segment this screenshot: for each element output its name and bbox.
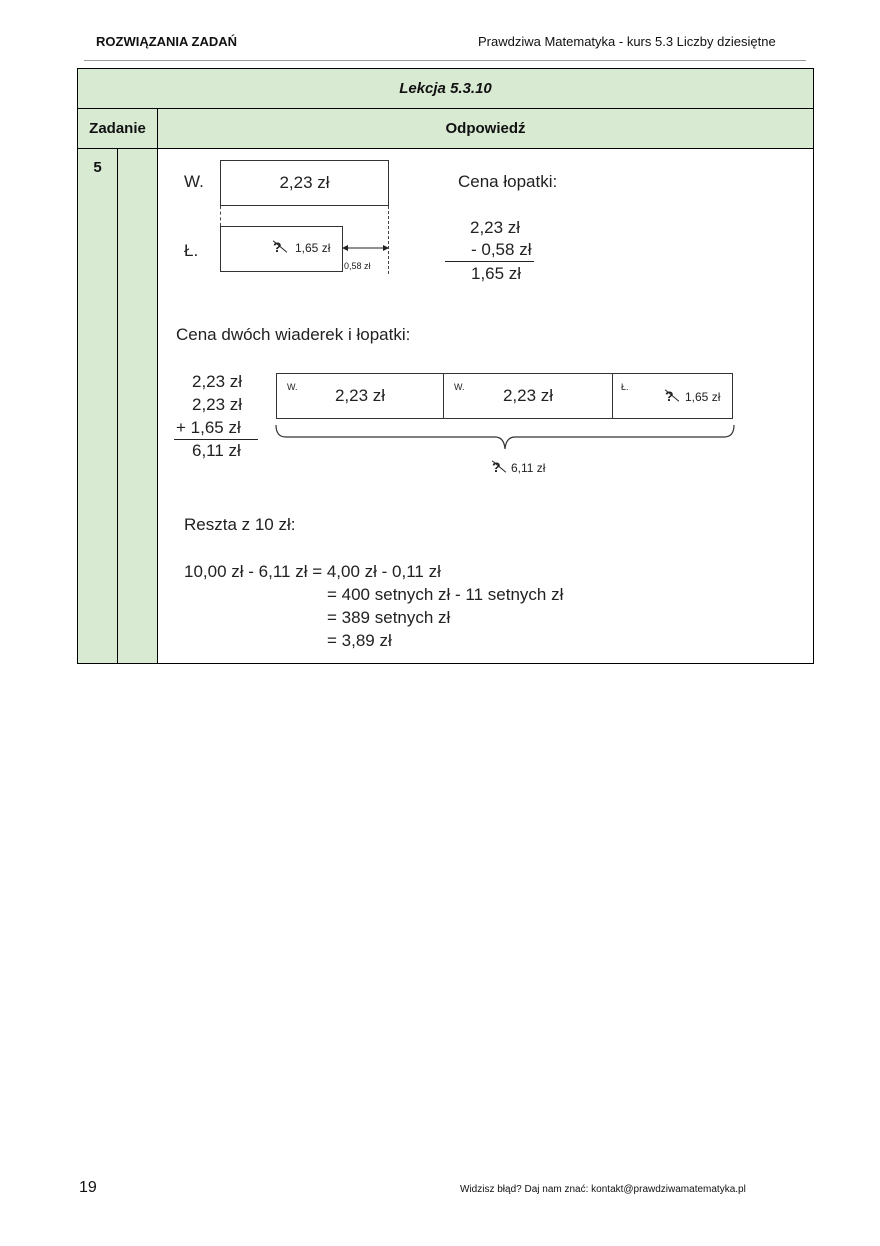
bucket-value: 2,23 zł: [279, 173, 330, 192]
difference-arrow-icon: [341, 242, 391, 254]
question-mark-icon: ?: [665, 388, 674, 404]
subtraction-line-1: 2,23 zł: [470, 218, 521, 237]
segment-bucket-1-value: 2,23 zł: [334, 386, 386, 405]
addition-rule: [174, 439, 258, 440]
section2-title: Cena dwóch wiaderek i łopatki:: [176, 325, 411, 344]
bucket-bar: [220, 160, 389, 206]
subtraction-result: 1,65 zł: [471, 264, 522, 283]
segment-bucket-1-label: W.: [287, 382, 298, 392]
shovel-price-title: Cena łopatki:: [458, 172, 558, 191]
lesson-title: Lekcja 5.3.10: [399, 80, 492, 97]
shovel-label: Ł.: [184, 241, 199, 260]
segment-bucket-2: [443, 373, 613, 419]
subtraction-rule: [445, 261, 534, 262]
left-guide-line: [220, 206, 221, 226]
bucket-label: W.: [184, 172, 204, 191]
header-divider: [84, 60, 806, 61]
change-line-2: = 400 setnych zł - 11 setnych zł: [327, 585, 564, 604]
column-header-task: Zadanie: [78, 109, 158, 148]
solution-table: [77, 68, 814, 664]
segment-bucket-1: [276, 373, 444, 419]
lesson-row: [78, 69, 813, 109]
subtraction-line-2: - 0,58 zł: [471, 240, 532, 259]
addition-line-2: 2,23 zł: [192, 395, 243, 414]
question-mark-icon: ?: [273, 239, 282, 255]
addition-line-1: 2,23 zł: [192, 372, 243, 391]
table-header-row: [78, 109, 813, 149]
change-line-4: = 3,89 zł: [327, 631, 392, 650]
right-guide-line: [388, 206, 389, 274]
segment-shovel-value: 1,65 zł: [685, 390, 721, 404]
addition-result: 6,11 zł: [192, 441, 241, 460]
segment-shovel-label: Ł.: [621, 382, 629, 392]
answer-cell: [158, 149, 813, 663]
header-section-title: ROZWIĄZANIA ZADAŃ: [96, 34, 238, 49]
segment-bucket-2-value: 2,23 zł: [502, 386, 554, 405]
difference-value: 0,58 zł: [344, 261, 371, 271]
error-report-contact: Widzisz błąd? Daj nam znać: kontakt@prawdziwamatematyka.pl: [460, 1184, 746, 1195]
column-header-answer: Odpowiedź: [445, 120, 526, 137]
segment-shovel: [612, 373, 733, 419]
shovel-bar-value: 1,65 zł: [295, 241, 331, 255]
task-number: 5: [93, 159, 102, 176]
addition-line-3: + 1,65 zł: [176, 418, 241, 437]
page-number: 19: [79, 1179, 97, 1196]
change-line-1: 10,00 zł - 6,11 zł = 4,00 zł - 0,11 zł: [184, 562, 441, 581]
change-line-3: = 389 setnych zł: [327, 608, 451, 627]
total-value: 6,11 zł: [511, 461, 546, 475]
question-mark-icon: ?: [492, 459, 501, 475]
header-course-title: Prawdziwa Matematyka - kurs 5.3 Liczby dziesiętne: [478, 34, 776, 49]
shovel-bar: [220, 226, 343, 272]
segment-bucket-2-label: W.: [454, 382, 465, 392]
section3-title: Reszta z 10 zł:: [184, 515, 296, 534]
total-brace-icon: [274, 423, 736, 453]
task-blank-cell: [118, 149, 158, 663]
task-number-cell: [78, 149, 118, 663]
